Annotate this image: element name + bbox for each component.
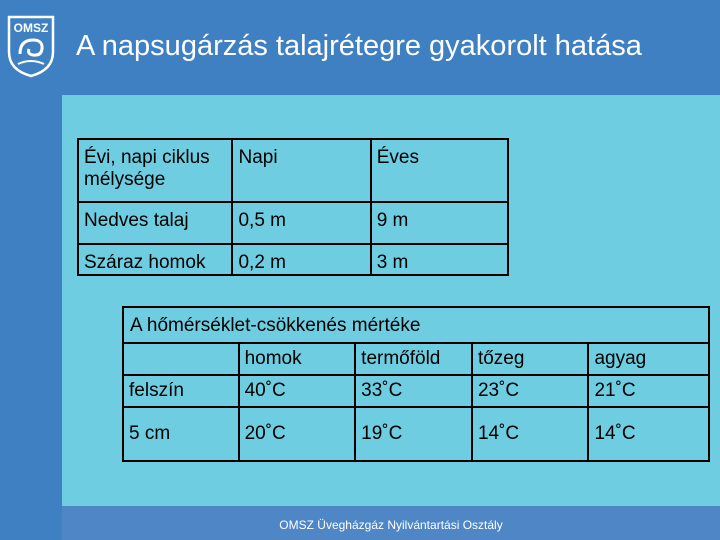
table-cell: 14˚C (588, 407, 709, 461)
table-row (123, 343, 709, 375)
table-row (123, 307, 709, 343)
table-header-cell: tőzeg (472, 343, 589, 375)
table-header-cell: termőföld (355, 343, 472, 375)
footer-bar (62, 506, 720, 540)
table-cell: Száraz homok (78, 244, 232, 275)
table-cell: Éves (371, 139, 508, 202)
table-cell: Évi, napi ciklus mélysége (78, 139, 232, 202)
table-cell: 40˚C (239, 375, 356, 407)
table-cell: 14˚C (472, 407, 589, 461)
svg-text:OMSZ: OMSZ (13, 21, 49, 35)
table-row (78, 244, 508, 275)
table-cell: 21˚C (588, 375, 709, 407)
depth-table (77, 138, 509, 276)
table-cell: 0,5 m (232, 202, 370, 244)
table-header-cell (123, 343, 239, 375)
table-cell: 23˚C (472, 375, 589, 407)
table-cell: 3 m (371, 244, 508, 275)
table-cell: 20˚C (239, 407, 356, 461)
table-cell: 9 m (371, 202, 508, 244)
table-cell: felszín (123, 375, 239, 407)
table-caption: A hőmérséklet-csökkenés mértéke (123, 307, 709, 343)
temperature-table (122, 306, 710, 462)
table-cell: 19˚C (355, 407, 472, 461)
page-title: A napsugárzás talajrétegre gyakorolt hatása (76, 30, 642, 62)
table-cell: 33˚C (355, 375, 472, 407)
table-cell: 0,2 m (232, 244, 370, 275)
table-row (78, 202, 508, 244)
table-row (123, 407, 709, 461)
table-row (78, 139, 508, 202)
omsz-logo (6, 14, 56, 78)
table-cell: Napi (232, 139, 370, 202)
table-row (123, 375, 709, 407)
table-header-cell: homok (239, 343, 356, 375)
table-cell: Nedves talaj (78, 202, 232, 244)
table-cell: 5 cm (123, 407, 239, 461)
left-sidebar (0, 0, 62, 540)
footer-text: OMSZ Üvegházgáz Nyilvántartási Osztály (279, 518, 503, 532)
table-header-cell: agyag (588, 343, 709, 375)
